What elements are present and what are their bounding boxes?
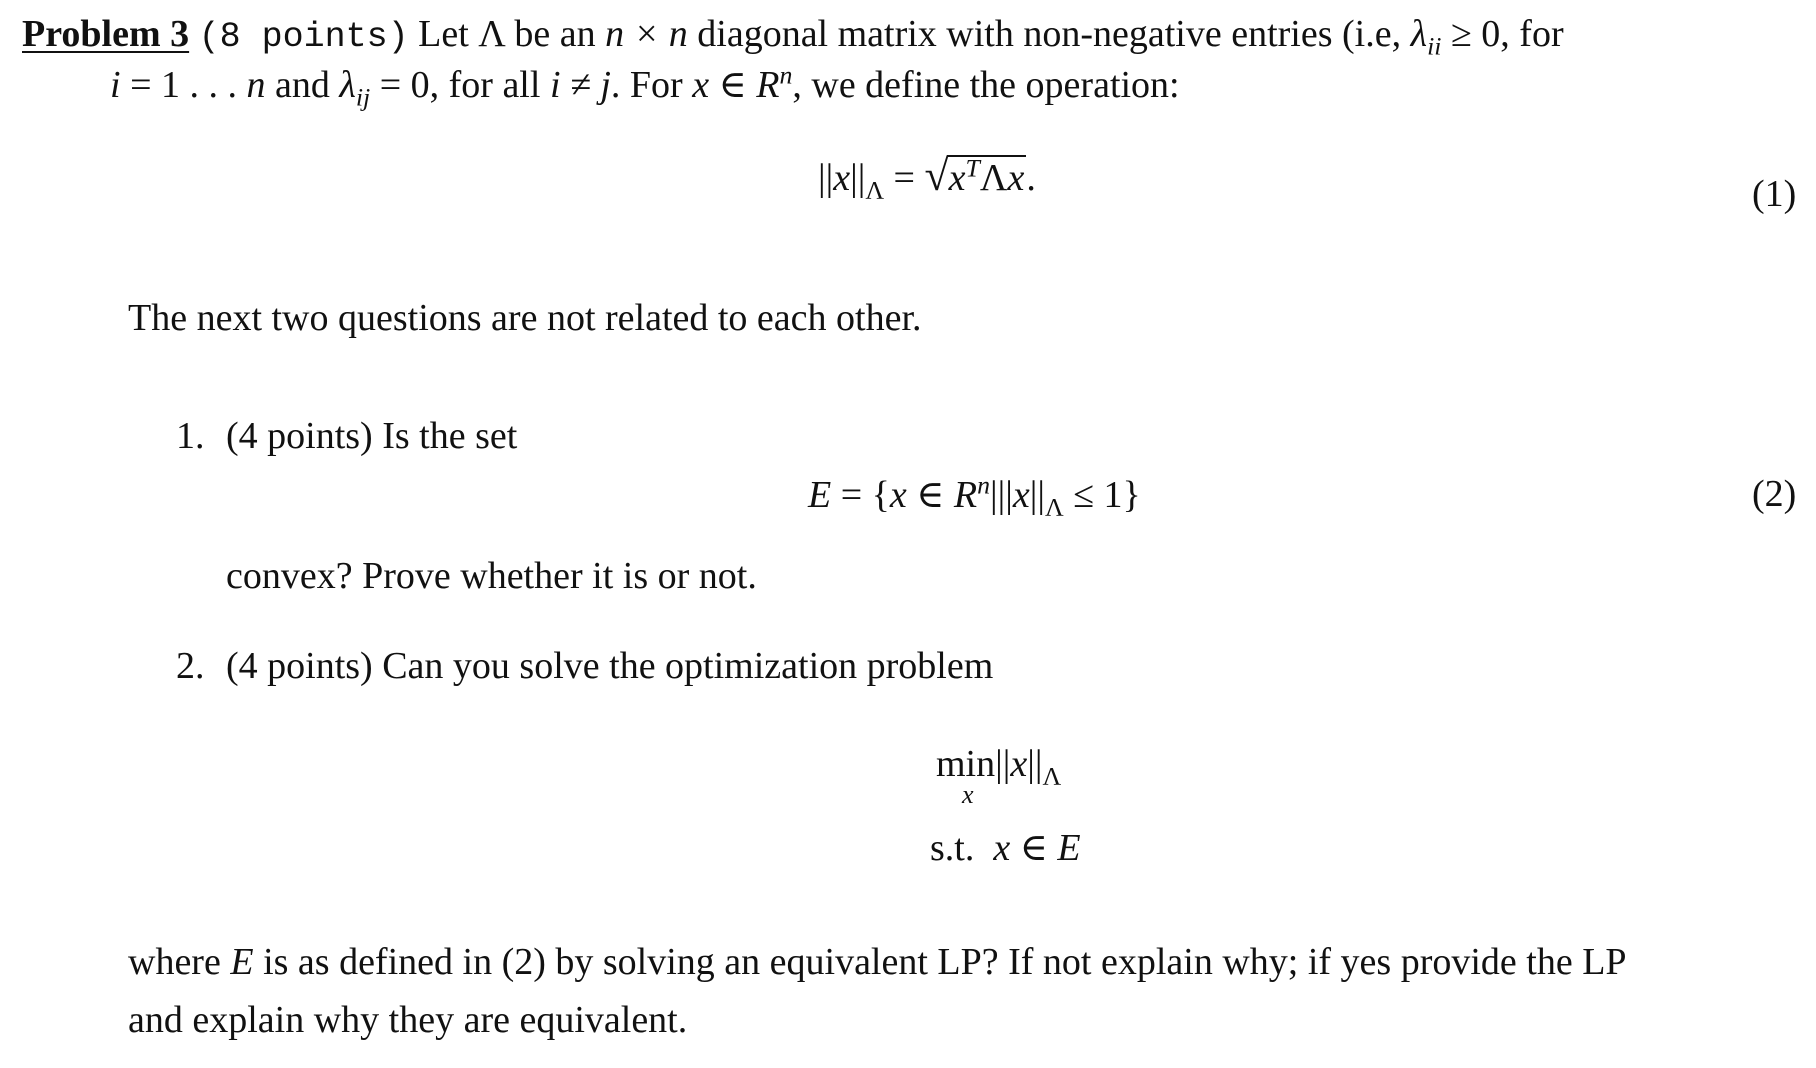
q1-follow-text: convex? Prove whether it is or not. — [226, 555, 757, 597]
equation-1-number: (1) — [1752, 173, 1797, 215]
sqrt-content: $x^T\Lambda x$ — [948, 153, 1025, 199]
q1-text: (4 points) Is the set — [226, 415, 518, 457]
q1-marker: 1. — [176, 415, 205, 457]
optimization-constraint: s.t. x ∈ E — [930, 827, 1081, 869]
problem-points: (8 points) — [198, 17, 409, 57]
optimization-objective: $\min||x||_\Lambda$ — [936, 743, 1062, 791]
q2-marker: 2. — [176, 645, 205, 687]
problem-title: Problem 3 — [22, 13, 190, 55]
q2-paragraph-line-1: where E is as defined in (2) by solving an equivalent LP? If not explain why; if yes provide the LP — [128, 941, 1627, 983]
problem-line-2: i = 1 . . . n and $\lambda_{ij} = 0$, for all i ≠ j. For x ∈ $R^n$, we define the operation: — [110, 60, 1180, 112]
optimization-variable: x — [962, 780, 974, 809]
q2-text: (4 points) Can you solve the optimization problem — [226, 645, 994, 687]
q2-paragraph-line-2: and explain why they are equivalent. — [128, 999, 688, 1041]
intro-text: The next two questions are not related to each other. — [128, 297, 922, 339]
problem-line-1: Problem 3 (8 points) Let Λ be an n × n diagonal matrix with non-negative entries (i.e, $\lambda_{ii} \ge 0$, for — [22, 13, 1564, 61]
equation-1: $||x||_\Lambda = √x^T\Lambda x$. — [818, 151, 1036, 205]
equation-2: E = {x ∈ $R^n|||x||_\Lambda \le 1$} — [808, 470, 1141, 522]
sqrt-symbol: √ — [924, 151, 949, 200]
equation-2-number: (2) — [1752, 473, 1797, 515]
